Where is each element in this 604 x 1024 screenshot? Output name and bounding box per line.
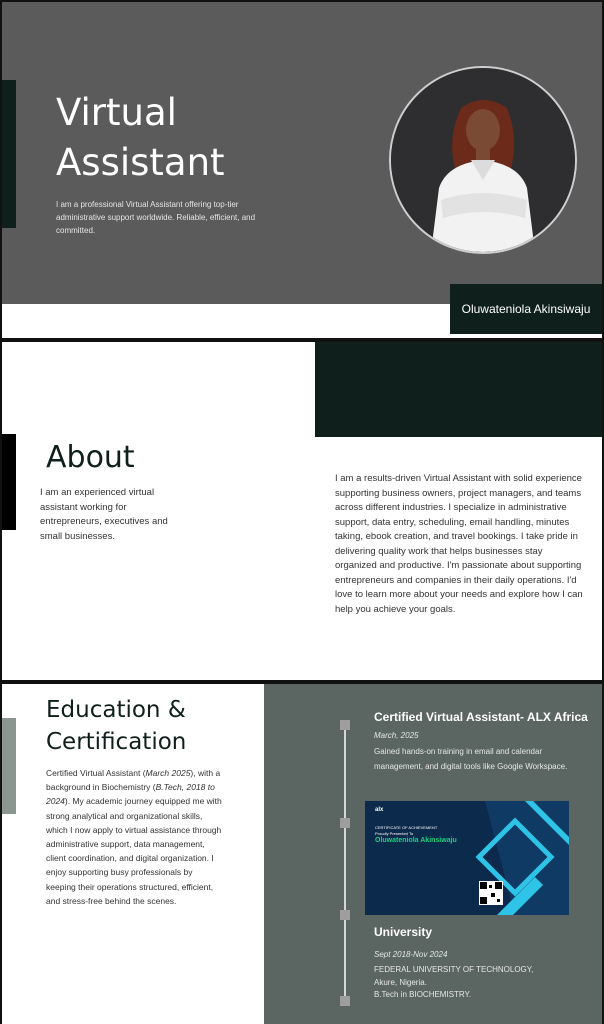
- timeline-node: [340, 720, 350, 730]
- certificate-image: [365, 801, 569, 915]
- profile-photo: [389, 66, 577, 254]
- timeline-date-university: Sept 2018-Nov 2024: [374, 950, 448, 959]
- timeline-desc-university: FEDERAL UNIVERSITY OF TECHNOLOGY, Akure, Nigeria. B.Tech in BIOCHEMISTRY.: [374, 965, 534, 999]
- education-heading: Education & Certification: [46, 697, 187, 755]
- education-accent-bar: [2, 718, 16, 814]
- about-accent-bar: [2, 434, 16, 530]
- name-badge: Oluwateniola Akinsiwaju: [450, 284, 602, 334]
- qr-code: [479, 881, 503, 905]
- alx-logo: alx: [375, 807, 384, 813]
- portrait-illustration: [391, 68, 575, 252]
- timeline-node: [340, 818, 350, 828]
- education-description: Certified Virtual Assistant (March 2025), with a background in Biochemistry (B.Tech, 2018 to 2024). My academic journey equipped me with strong analytical and organizational skills, which I now apply to virtual assistance through administrative support, data management, client coordination, and digital organization. I enjoy supporting busy professionals by keeping their operations structured, efficient, and stress-free behind the scenes.: [46, 768, 222, 906]
- about-description: I am a results-driven Virtual Assistant with solid experience supporting business owners, project managers, and teams across different industries. I specialize in administrative support, data entry, scheduling, email handling, minutes taking, ebook creation, and travel bookings. I take pride in delivering quality work that helps businesses stay organized and productive. I'm passionate about supporting entrepreneurs and companies in their daily operations. I'd love to learn more about your needs and explore how I can help you achieve your goals.: [335, 473, 583, 615]
- certificate-heading: CERTIFICATE OF ACHIEVEMENT: [375, 825, 438, 830]
- about-summary: I am an experienced virtual assistant working for entrepreneurs, executives and small businesses.: [40, 487, 168, 542]
- hero-slide: [2, 2, 602, 338]
- education-slide: [2, 684, 602, 1024]
- hero-title: Virtual Assistant: [56, 91, 225, 184]
- certificate-presented: Proudly Presented To: [375, 831, 414, 836]
- qr-code-icon: [479, 881, 503, 905]
- hero-intro: I am a professional Virtual Assistant offering top-tier administrative support worldwide. Reliable, efficient, and committed.: [56, 200, 256, 235]
- hero-accent-bar: [2, 80, 16, 228]
- timeline-date-certification: March, 2025: [374, 731, 419, 740]
- about-slide: [2, 342, 602, 680]
- timeline-desc-certification: Gained hands-on training in email and calendar management, and digital tools like Google Workspace.: [374, 747, 568, 771]
- certificate-name: Oluwateniola Akinsiwaju: [375, 837, 457, 844]
- about-dark-block: [315, 342, 602, 437]
- timeline-node: [340, 996, 350, 1006]
- timeline-node: [340, 910, 350, 920]
- about-heading: About: [46, 440, 135, 475]
- timeline-title-university: University: [374, 925, 433, 939]
- timeline-title-certification: Certified Virtual Assistant- ALX Africa: [374, 710, 588, 724]
- timeline-line: [344, 722, 346, 1000]
- certificate-pattern: [365, 801, 569, 915]
